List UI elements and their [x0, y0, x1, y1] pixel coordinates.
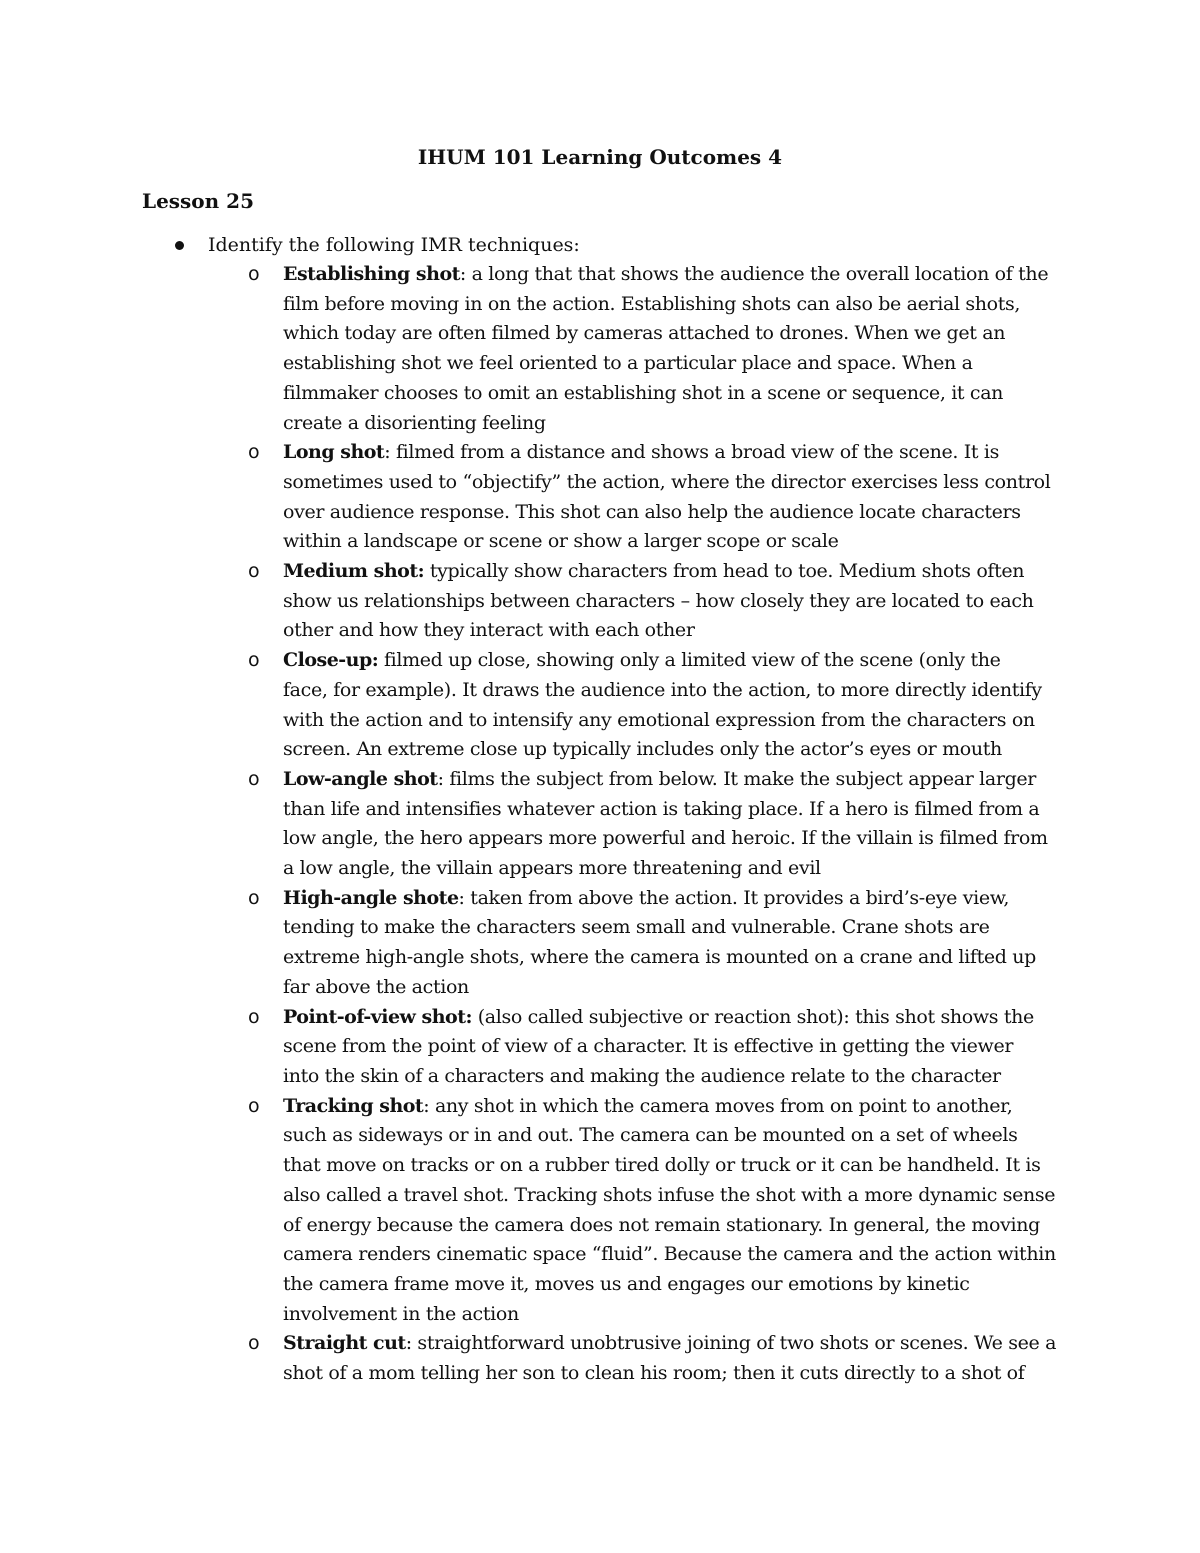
technique-text: involvement in the action: [283, 1302, 519, 1325]
technique-line: [283, 498, 1200, 528]
sub-bullet-icon: o: [248, 767, 260, 790]
technique-line: [283, 735, 1200, 765]
technique-line: [283, 1181, 1200, 1211]
technique-list: [0, 260, 1200, 1389]
technique-line: [283, 646, 1200, 676]
technique-term: Point-of-view shot:: [283, 1005, 472, 1028]
technique-text: face, for example). It draws the audience into the action, to more directly identify: [283, 678, 1042, 701]
technique-term: Tracking shot: [283, 1094, 424, 1117]
technique-line: [283, 527, 1200, 557]
technique-line: [283, 973, 1200, 1003]
technique-line: [283, 1092, 1200, 1122]
technique-line: [283, 349, 1200, 379]
technique-text: such as sideways or in and out. The camera can be mounted on a set of wheels: [283, 1124, 1018, 1147]
technique-line: [283, 409, 1200, 439]
technique-line: [283, 824, 1200, 854]
technique-text: that move on tracks or on a rubber tired dolly or truck or it can be handheld. It is: [283, 1154, 1041, 1177]
sub-bullet-icon: o: [248, 1094, 260, 1117]
technique-item: [0, 557, 1200, 646]
bullet-icon: [175, 241, 184, 250]
lesson-heading: Lesson 25: [142, 189, 254, 213]
technique-line: [283, 1121, 1200, 1151]
technique-text: within a landscape or scene or show a larger scope or scale: [283, 530, 839, 553]
technique-text: scene from the point of view of a character. It is effective in getting the viewer: [283, 1035, 1014, 1058]
technique-line: [283, 557, 1200, 587]
technique-item: [0, 438, 1200, 557]
technique-item: [0, 884, 1200, 1003]
technique-text: filmmaker chooses to omit an establishing shot in a scene or sequence, it can: [283, 381, 1004, 404]
technique-term: Low-angle shot: [283, 767, 438, 790]
technique-line: [283, 1151, 1200, 1181]
technique-text: the camera frame move it, moves us and engages our emotions by kinetic: [283, 1272, 970, 1295]
technique-text: low angle, the hero appears more powerful and heroic. If the villain is filmed from: [283, 827, 1048, 850]
technique-item: [0, 1003, 1200, 1092]
technique-line: [283, 1359, 1200, 1389]
technique-item: [0, 646, 1200, 765]
technique-text: : a long that that shows the audience the overall location of the: [459, 263, 1049, 285]
technique-text: : taken from above the action. It provides a bird’s-eye view,: [458, 886, 1010, 909]
technique-text: filmed up close, showing only a limited view of the scene (only the: [378, 649, 1001, 672]
technique-line: [283, 765, 1200, 795]
technique-line: [283, 1300, 1200, 1330]
technique-line: [283, 587, 1200, 617]
technique-text: other and how they interact with each other: [283, 619, 695, 642]
technique-line: [283, 1032, 1200, 1062]
technique-text: screen. An extreme close up typically includes only the actor’s eyes or mouth: [283, 738, 1002, 761]
sub-bullet-icon: o: [248, 263, 260, 285]
technique-line: [283, 1211, 1200, 1241]
technique-line: [283, 438, 1200, 468]
technique-text: : straightforward unobtrusive joining of two shots or scenes. We see a: [405, 1332, 1057, 1355]
sub-bullet-icon: o: [248, 441, 260, 464]
technique-text: show us relationships between characters – how closely they are located to each: [283, 589, 1034, 612]
technique-line: [283, 884, 1200, 914]
sub-bullet-icon: o: [248, 649, 260, 672]
technique-term: High-angle shote: [283, 886, 459, 909]
technique-line: [283, 1329, 1200, 1359]
technique-term: Close-up:: [283, 649, 379, 672]
technique-text: of energy because the camera does not remain stationary. In general, the moving: [283, 1213, 1040, 1236]
technique-text: shot of a mom telling her son to clean his room; then it cuts directly to a shot of: [283, 1362, 1025, 1385]
technique-line: [283, 913, 1200, 943]
technique-line: [283, 706, 1200, 736]
technique-line: [283, 616, 1200, 646]
technique-line: [283, 854, 1200, 884]
technique-term: Straight cut: [283, 1332, 406, 1355]
technique-text: (also called subjective or reaction shot): this shot shows the: [472, 1005, 1034, 1028]
sub-bullet-icon: o: [248, 560, 260, 583]
technique-text: over audience response. This shot can also help the audience locate characters: [283, 500, 1021, 523]
technique-text: establishing shot we feel oriented to a particular place and space. When a: [283, 352, 973, 375]
technique-text: typically show characters from head to toe. Medium shots often: [424, 560, 1025, 583]
bullet-item: [0, 230, 1200, 260]
technique-text: a low angle, the villain appears more threatening and evil: [283, 857, 821, 880]
technique-text: : films the subject from below. It make the subject appear larger: [437, 767, 1037, 790]
technique-item: [0, 765, 1200, 884]
technique-line: [283, 379, 1200, 409]
technique-line: [283, 1240, 1200, 1270]
technique-text: sometimes used to “objectify” the action, where the director exercises less control: [283, 470, 1051, 493]
technique-line: [283, 290, 1200, 320]
technique-text: also called a travel shot. Tracking shots infuse the shot with a more dynamic sense: [283, 1183, 1056, 1206]
technique-text: extreme high-angle shots, where the camera is mounted on a crane and lifted up: [283, 946, 1036, 969]
technique-text: than life and intensifies whatever action is taking place. If a hero is filmed from a: [283, 797, 1040, 820]
technique-line: [283, 1003, 1200, 1033]
bullet-text: Identify the following IMR techniques:: [208, 234, 580, 256]
technique-text: film before moving in on the action. Establishing shots can also be aerial shots,: [283, 292, 1021, 315]
technique-text: which today are often filmed by cameras attached to drones. When we get an: [283, 322, 1006, 345]
technique-line: [283, 943, 1200, 973]
technique-text: camera renders cinematic space “fluid”. Because the camera and the action within: [283, 1243, 1056, 1266]
technique-text: : any shot in which the camera moves from on point to another,: [423, 1094, 1013, 1117]
technique-term: Long shot: [283, 441, 385, 464]
technique-line: [283, 676, 1200, 706]
technique-text: with the action and to intensify any emotional expression from the characters on: [283, 708, 1035, 731]
technique-item: [0, 1092, 1200, 1330]
technique-text: create a disorienting feeling: [283, 411, 546, 434]
document-title: IHUM 101 Learning Outcomes 4: [417, 145, 783, 169]
technique-line: [283, 1062, 1200, 1092]
technique-item: [0, 260, 1200, 438]
technique-line: [283, 260, 1200, 290]
technique-text: : filmed from a distance and shows a broad view of the scene. It is: [384, 441, 1000, 464]
sub-bullet-icon: o: [248, 1005, 260, 1028]
technique-line: [283, 319, 1200, 349]
technique-line: [283, 468, 1200, 498]
technique-item: [0, 1329, 1200, 1388]
technique-line: [283, 1270, 1200, 1300]
technique-text: into the skin of a characters and making the audience relate to the character: [283, 1064, 1001, 1087]
technique-line: [283, 795, 1200, 825]
technique-term: Establishing shot: [283, 263, 460, 285]
technique-text: tending to make the characters seem small and vulnerable. Crane shots are: [283, 916, 990, 939]
technique-text: far above the action: [283, 975, 469, 998]
sub-bullet-icon: o: [248, 1332, 260, 1355]
technique-term: Medium shot:: [283, 560, 425, 583]
sub-bullet-icon: o: [248, 886, 260, 909]
